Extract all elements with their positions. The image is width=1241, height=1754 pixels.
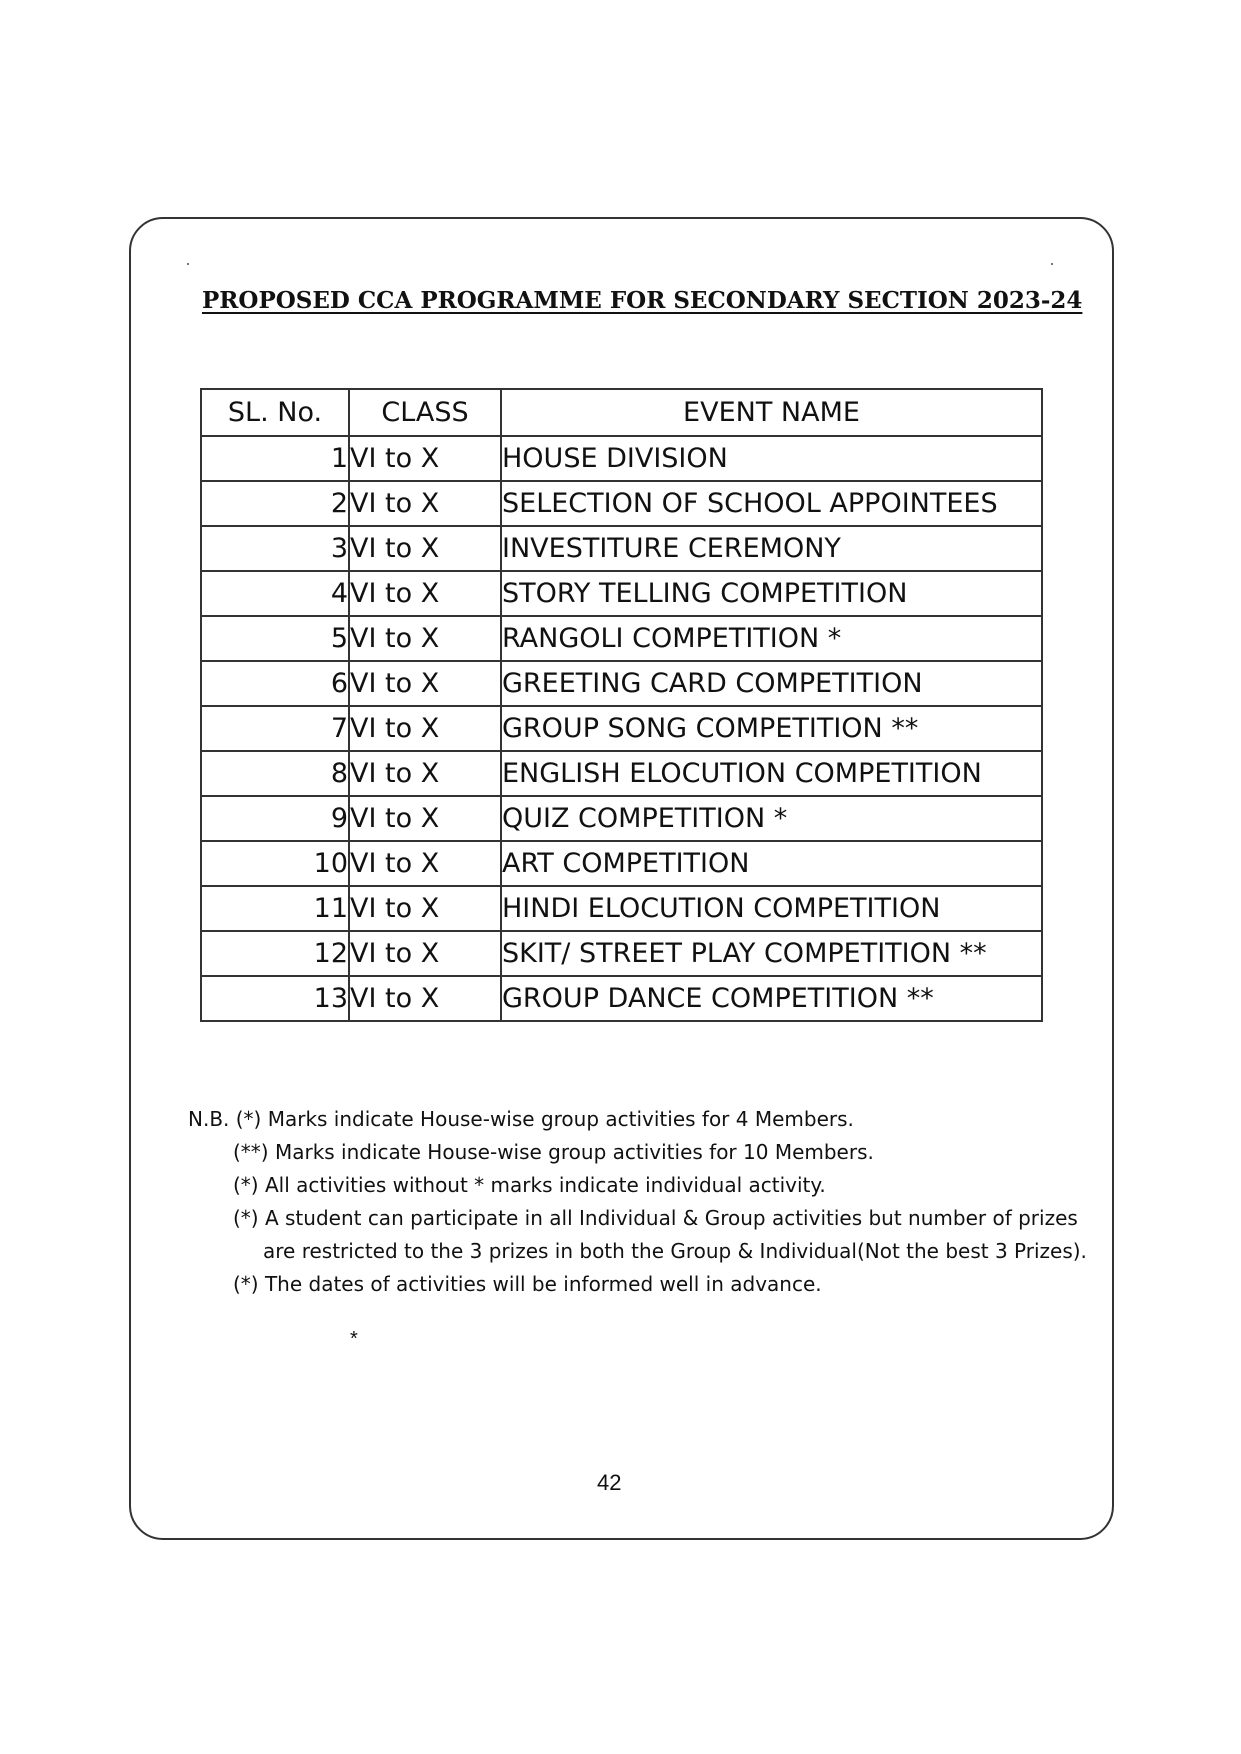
row-class: VI to X [349,526,501,571]
row-class: VI to X [349,571,501,616]
row-event: ENGLISH ELOCUTION COMPETITION [501,751,1042,796]
table-row [201,706,1042,751]
row-class: VI to X [349,616,501,661]
table-row [201,751,1042,796]
row-class: VI to X [349,931,501,976]
row-event: GREETING CARD COMPETITION [501,661,1042,706]
note-line: (**) Marks indicate House-wise group activities for 10 Members. [233,1140,874,1164]
row-class: VI to X [349,841,501,886]
row-sl-no: 7 [201,706,349,751]
corner-mark-left [187,263,189,265]
row-event: ART COMPETITION [501,841,1042,886]
table-row [201,571,1042,616]
table-row [201,931,1042,976]
row-event: QUIZ COMPETITION * [501,796,1042,841]
row-sl-no: 10 [201,841,349,886]
row-event: STORY TELLING COMPETITION [501,571,1042,616]
header-event-name: EVENT NAME [501,389,1042,436]
note-line: N.B. (*) Marks indicate House-wise group activities for 4 Members. [188,1107,854,1131]
table-row [201,481,1042,526]
row-class: VI to X [349,436,501,481]
row-class: VI to X [349,886,501,931]
table-row [201,796,1042,841]
row-sl-no: 2 [201,481,349,526]
row-sl-no: 12 [201,931,349,976]
table-row [201,661,1042,706]
row-sl-no: 3 [201,526,349,571]
row-event: GROUP DANCE COMPETITION ** [501,976,1042,1021]
row-sl-no: 5 [201,616,349,661]
header-sl-no: SL. No. [201,389,349,436]
row-class: VI to X [349,751,501,796]
table-row [201,976,1042,1021]
row-class: VI to X [349,481,501,526]
table-row [201,526,1042,571]
row-sl-no: 4 [201,571,349,616]
row-sl-no: 8 [201,751,349,796]
row-sl-no: 6 [201,661,349,706]
note-line: (*) The dates of activities will be informed well in advance. [233,1272,822,1296]
table-row [201,436,1042,481]
row-sl-no: 1 [201,436,349,481]
row-event: HOUSE DIVISION [501,436,1042,481]
table-header-row [201,389,1042,436]
row-event: INVESTITURE CEREMONY [501,526,1042,571]
note-line: (*) All activities without * marks indicate individual activity. [233,1173,826,1197]
row-class: VI to X [349,976,501,1021]
row-class: VI to X [349,796,501,841]
page-number: 42 [597,1470,622,1495]
header-class: CLASS [349,389,501,436]
row-sl-no: 13 [201,976,349,1021]
row-class: VI to X [349,706,501,751]
table-row [201,841,1042,886]
row-event: SELECTION OF SCHOOL APPOINTEES [501,481,1042,526]
table-row [201,616,1042,661]
corner-mark-right [1051,263,1053,265]
note-line: are restricted to the 3 prizes in both the Group & Individual(Not the best 3 Prizes). [263,1239,1087,1263]
row-event: SKIT/ STREET PLAY COMPETITION ** [501,931,1042,976]
stray-asterisk: * [350,1328,358,1350]
row-event: HINDI ELOCUTION COMPETITION [501,886,1042,931]
row-event: GROUP SONG COMPETITION ** [501,706,1042,751]
notes-section [188,1103,1087,1301]
row-sl-no: 9 [201,796,349,841]
table-row [201,886,1042,931]
note-line: (*) A student can participate in all Individual & Group activities but number of prizes [233,1206,1078,1230]
row-class: VI to X [349,661,501,706]
page-title: PROPOSED CCA PROGRAMME FOR SECONDARY SECTION 2023-24 [202,287,1083,314]
row-sl-no: 11 [201,886,349,931]
events-table [200,388,1043,1022]
row-event: RANGOLI COMPETITION * [501,616,1042,661]
